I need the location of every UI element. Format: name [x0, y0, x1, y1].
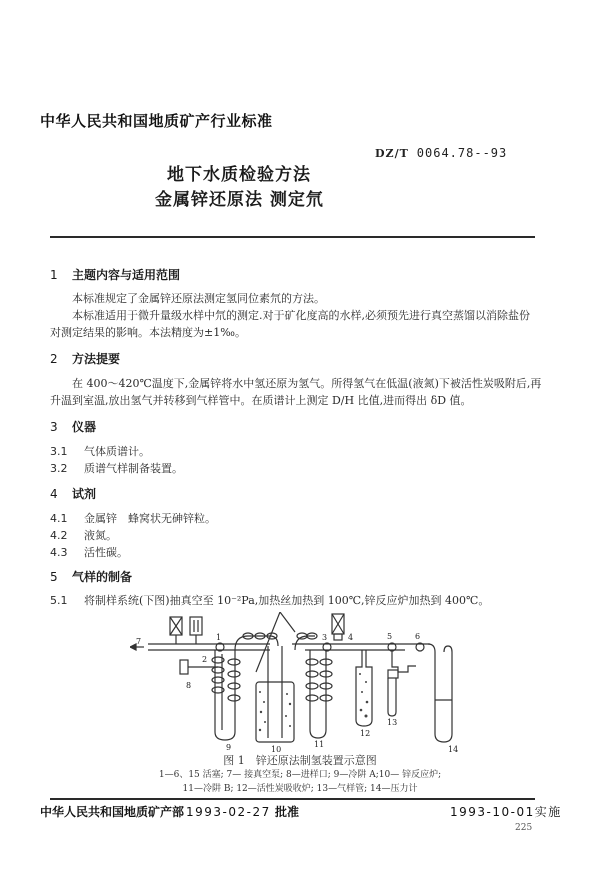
- svg-text:2: 2: [202, 655, 208, 664]
- figure-caption: 图 1 锌还原法制氢装置示意图: [223, 754, 377, 767]
- document-title-line2: 金属锌还原法 测定氘: [155, 190, 324, 210]
- svg-text:7: 7: [136, 637, 142, 646]
- effective-suffix: 实施: [534, 805, 562, 819]
- document-title-line1: 地下水质检验方法: [167, 165, 311, 185]
- section-1-para-2-cont: 对测定结果的影响。本法精度为±1‰。: [50, 326, 246, 339]
- effective-date: 1993-10-01: [450, 805, 535, 819]
- item-4-3: 4.3 活性碳。: [50, 546, 128, 559]
- svg-text:3: 3: [322, 633, 328, 642]
- approval-info: [40, 803, 299, 820]
- svg-text:10: 10: [271, 745, 282, 752]
- apparatus-diagram: [130, 612, 460, 752]
- svg-text:12: 12: [360, 729, 371, 738]
- svg-text:9: 9: [226, 743, 232, 752]
- section-3-heading: 3 仪器: [50, 420, 97, 434]
- item-4-1: 4.1 金属锌 蜂窝状无砷锌粒。: [50, 512, 216, 525]
- section-5-heading: 5 气样的制备: [50, 570, 133, 584]
- item-3-2: 3.2 质谱气样制备装置。: [50, 462, 183, 475]
- standard-organization: 中华人民共和国地质矿产行业标准: [40, 112, 273, 130]
- svg-text:8: 8: [186, 681, 192, 690]
- svg-text:4: 4: [348, 633, 354, 642]
- header-divider: [50, 236, 535, 238]
- page-number: 225: [515, 823, 533, 833]
- svg-text:11: 11: [314, 740, 325, 749]
- svg-text:13: 13: [387, 718, 398, 727]
- section-1-para-2: 本标准适用于微升量级水样中氘的测定.对于矿化度高的水样,必须预先进行真空蒸馏以消除盐份: [72, 309, 530, 322]
- approval-org: 中华人民共和国地质矿产部: [40, 805, 185, 819]
- svg-text:6: 6: [415, 632, 421, 641]
- section-1-para-1: 本标准规定了金属锌还原法测定氢同位素氘的方法。: [72, 292, 325, 305]
- item-5-1: 5.1 将制样系统(下图)抽真空至 10⁻²Pa,加热丝加热到 100℃,锌反应炉加热到 400℃。: [50, 594, 490, 607]
- section-2-para-1: 在 400～420℃温度下,金属锌将水中氢还原为氢气。所得氢气在低温(液氮)下被活性炭吸附后,再: [72, 377, 542, 390]
- item-4-2: 4.2 液氮。: [50, 529, 117, 542]
- footer-divider: [50, 798, 535, 800]
- standard-code: [375, 146, 507, 160]
- standard-code-prefix: DZ/T: [375, 147, 409, 160]
- figure-legend-line1: 1—6、15 活塞; 7— 接真空泵; 8—进样口; 9—冷阱 A;10— 锌反应炉;: [158, 770, 442, 780]
- svg-text:14: 14: [448, 745, 459, 752]
- section-1-heading: 1 主题内容与适用范围: [50, 268, 181, 282]
- approval-suffix: 批准: [274, 805, 299, 819]
- figure-legend-line2: 11—冷阱 B; 12—活性炭吸收炉; 13—气样管; 14—压力计: [182, 784, 418, 794]
- item-3-1: 3.1 气体质谱计。: [50, 445, 150, 458]
- standard-code-number: 0064.78--93: [416, 146, 508, 160]
- section-2-para-1-cont: 升温到室温,放出氢气并转移到气样管中。在质谱计上测定 D/H 比值,进而得出 δD 值。: [50, 394, 472, 407]
- section-2-heading: 2 方法提要: [50, 352, 121, 366]
- svg-text:1: 1: [216, 633, 222, 642]
- section-4-heading: 4 试剂: [50, 487, 97, 501]
- effective-info: [450, 803, 562, 820]
- approval-date: 1993-02-27: [186, 805, 271, 819]
- svg-text:5: 5: [387, 632, 393, 641]
